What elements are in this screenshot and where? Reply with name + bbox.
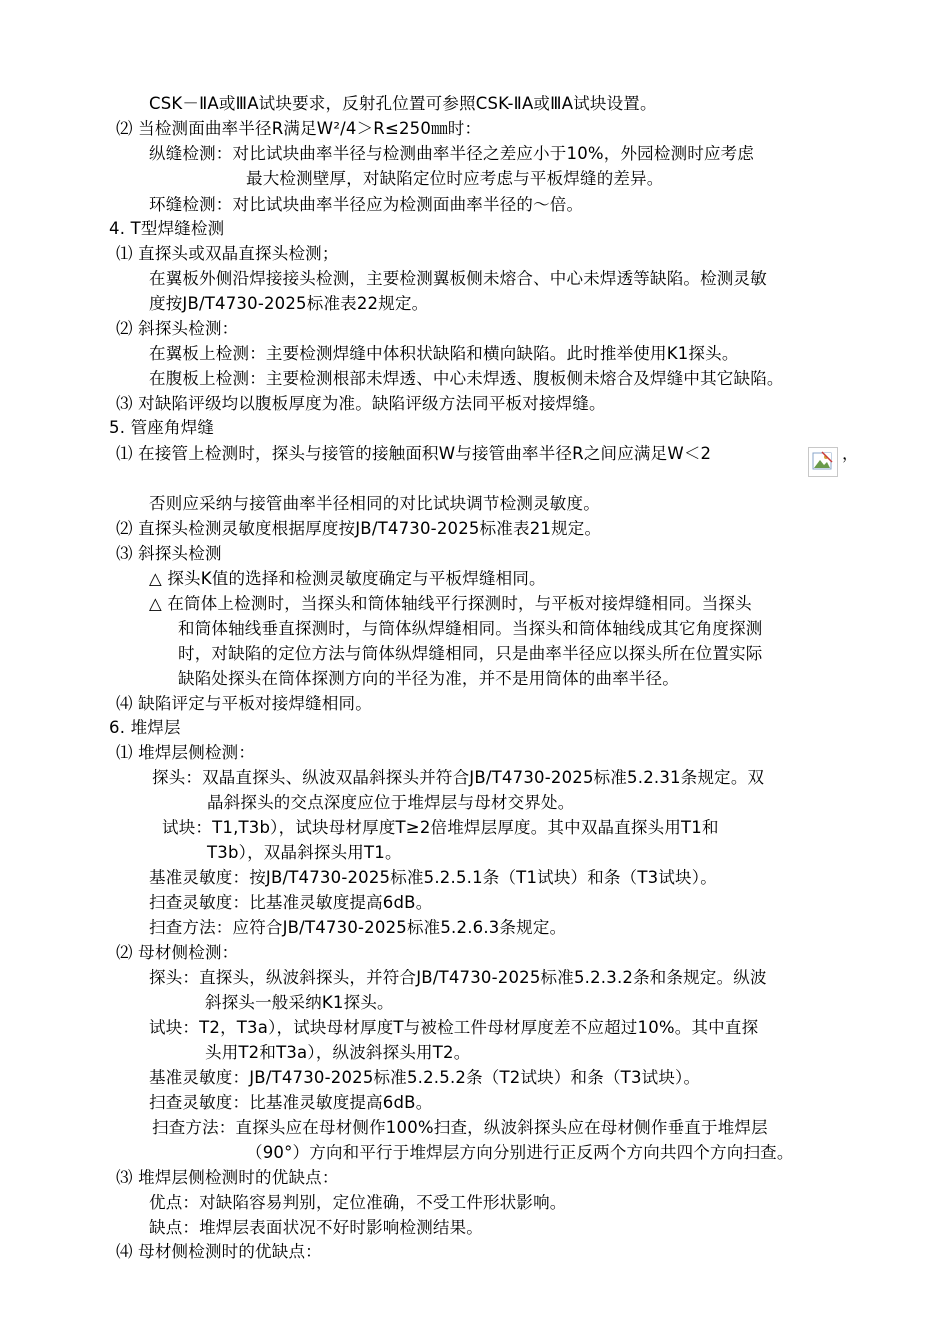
text-line: 在翼板外侧沿焊接接头检测，主要检测翼板侧未熔合、中心未焊透等缺陷。检测灵敏 <box>149 269 767 288</box>
text-line: 在翼板上检测：主要检测焊缝中体积状缺陷和横向缺陷。此时推举使用K1探头。 <box>149 344 739 363</box>
text-line: 纵缝检测：对比试块曲率半径与检测曲率半径之差应小于10%，外园检测时应考虑 <box>149 144 755 163</box>
text-line: ⑶ 斜探头检测 <box>116 544 222 563</box>
text-line: 扫查方法：直探头应在母材侧作100%扫查，纵波斜探头应在母材侧作垂直于堆焊层 <box>152 1118 768 1137</box>
text-line: ⑴ 堆焊层侧检测： <box>116 743 256 762</box>
text-line: 试块：T1,T3b），试块母材厚度T≥2倍堆焊层厚度。其中双晶直探头用T1和 <box>162 818 719 837</box>
text-line: 扫查灵敏度：比基准灵敏度提高6dB。 <box>149 1093 433 1112</box>
text-line: ⑴ 在接管上检测时，探头与接管的接触面积W与接管曲率半径R之间应满足W＜2 <box>116 444 712 463</box>
text-line: 晶斜探头的交点深度应位于堆焊层与母材交界处。 <box>207 793 575 812</box>
text-line: 在腹板上检测：主要检测根部未焊透、中心未焊透、腹板侧未熔合及焊缝中其它缺陷。 <box>149 369 784 388</box>
text-line: 探头：双晶直探头、纵波双晶斜探头并符合JB/T4730-2025标准5.2.31条规定。双 <box>152 768 765 787</box>
text-line: ⑷ 缺陷评定与平板对接焊缝相同。 <box>116 694 372 713</box>
text-line: 最大检测壁厚，对缺陷定位时应考虑与平板焊缝的差异。 <box>246 169 664 188</box>
text-line: 基准灵敏度：按JB/T4730-2025标准5.2.5.1条（T1试块）和条（T3试块）。 <box>149 868 717 887</box>
text-line: 和筒体轴线垂直探测时，与筒体纵焊缝相同。当探头和筒体轴线成其它角度探测 <box>178 619 763 638</box>
text-line: 基准灵敏度：JB/T4730-2025标准5.2.5.2条（T2试块）和条（T3试块）。 <box>149 1068 701 1087</box>
text-line: △ 探头K值的选择和检测灵敏度确定与平板焊缝相同。 <box>149 569 546 588</box>
text-line: 头用T2和T3a），纵波斜探头用T2。 <box>205 1043 471 1062</box>
text-line: T3b），双晶斜探头用T1。 <box>207 843 402 862</box>
text-line: 度按JB/T4730-2025标准表22规定。 <box>149 294 429 313</box>
text-line: ， <box>842 444 859 463</box>
text-line: 缺点：堆焊层表面状况不好时影响检测结果。 <box>149 1218 483 1237</box>
text-line: CSK－ⅡA或ⅢA试块要求，反射孔位置可参照CSK-ⅡA或ⅢA试块设置。 <box>149 94 657 113</box>
text-line: 环缝检测：对比试块曲率半径应为检测面曲率半径的～倍。 <box>149 195 584 214</box>
text-line: ⑵ 当检测面曲率半径R满足W²/4＞R≤250㎜时： <box>116 119 482 138</box>
text-line: 时，对缺陷的定位方法与筒体纵焊缝相同，只是曲率半径应以探头所在位置实际 <box>178 644 763 663</box>
text-line: 探头：直探头，纵波斜探头，并符合JB/T4730-2025标准5.2.3.2条和条规定。纵波 <box>149 968 767 987</box>
text-line: （90°）方向和平行于堆焊层方向分别进行正反两个方向共四个方向扫查。 <box>246 1143 794 1162</box>
section-heading: 5. 管座角焊缝 <box>109 418 215 437</box>
text-line: 否则应采纳与接管曲率半径相同的对比试块调节检测灵敏度。 <box>149 494 600 513</box>
text-line: 斜探头一般采纳K1探头。 <box>205 993 394 1012</box>
text-line: ⑵ 直探头检测灵敏度根据厚度按JB/T4730-2025标准表21规定。 <box>116 519 602 538</box>
text-line: ⑵ 母材侧检测： <box>116 943 239 962</box>
text-line: △ 在筒体上检测时，当探头和筒体轴线平行探测时，与平板对接焊缝相同。当探头 <box>149 594 752 613</box>
text-line: ⑶ 对缺陷评级均以腹板厚度为准。缺陷评级方法同平板对接焊缝。 <box>116 394 606 413</box>
text-line: 试块：T2，T3a），试块母材厚度T与被检工件母材厚度差不应超过10%。其中直探 <box>149 1018 759 1037</box>
broken-image-icon <box>808 447 838 477</box>
text-line: 缺陷处探头在筒体探测方向的半径为准，并不是用筒体的曲率半径。 <box>178 669 679 688</box>
section-heading: 6. 堆焊层 <box>109 718 181 737</box>
text-line: 扫查灵敏度：比基准灵敏度提高6dB。 <box>149 893 433 912</box>
section-heading: 4. T型焊缝检测 <box>109 219 225 238</box>
text-line: 优点：对缺陷容易判别，定位准确，不受工件形状影响。 <box>149 1193 567 1212</box>
text-line: ⑷ 母材侧检测时的优缺点： <box>116 1242 322 1261</box>
text-line: ⑵ 斜探头检测： <box>116 319 239 338</box>
text-line: ⑶ 堆焊层侧检测时的优缺点： <box>116 1168 339 1187</box>
text-line: 扫查方法：应符合JB/T4730-2025标准5.2.6.3条规定。 <box>149 918 567 937</box>
text-line: ⑴ 直探头或双晶直探头检测； <box>116 244 339 263</box>
